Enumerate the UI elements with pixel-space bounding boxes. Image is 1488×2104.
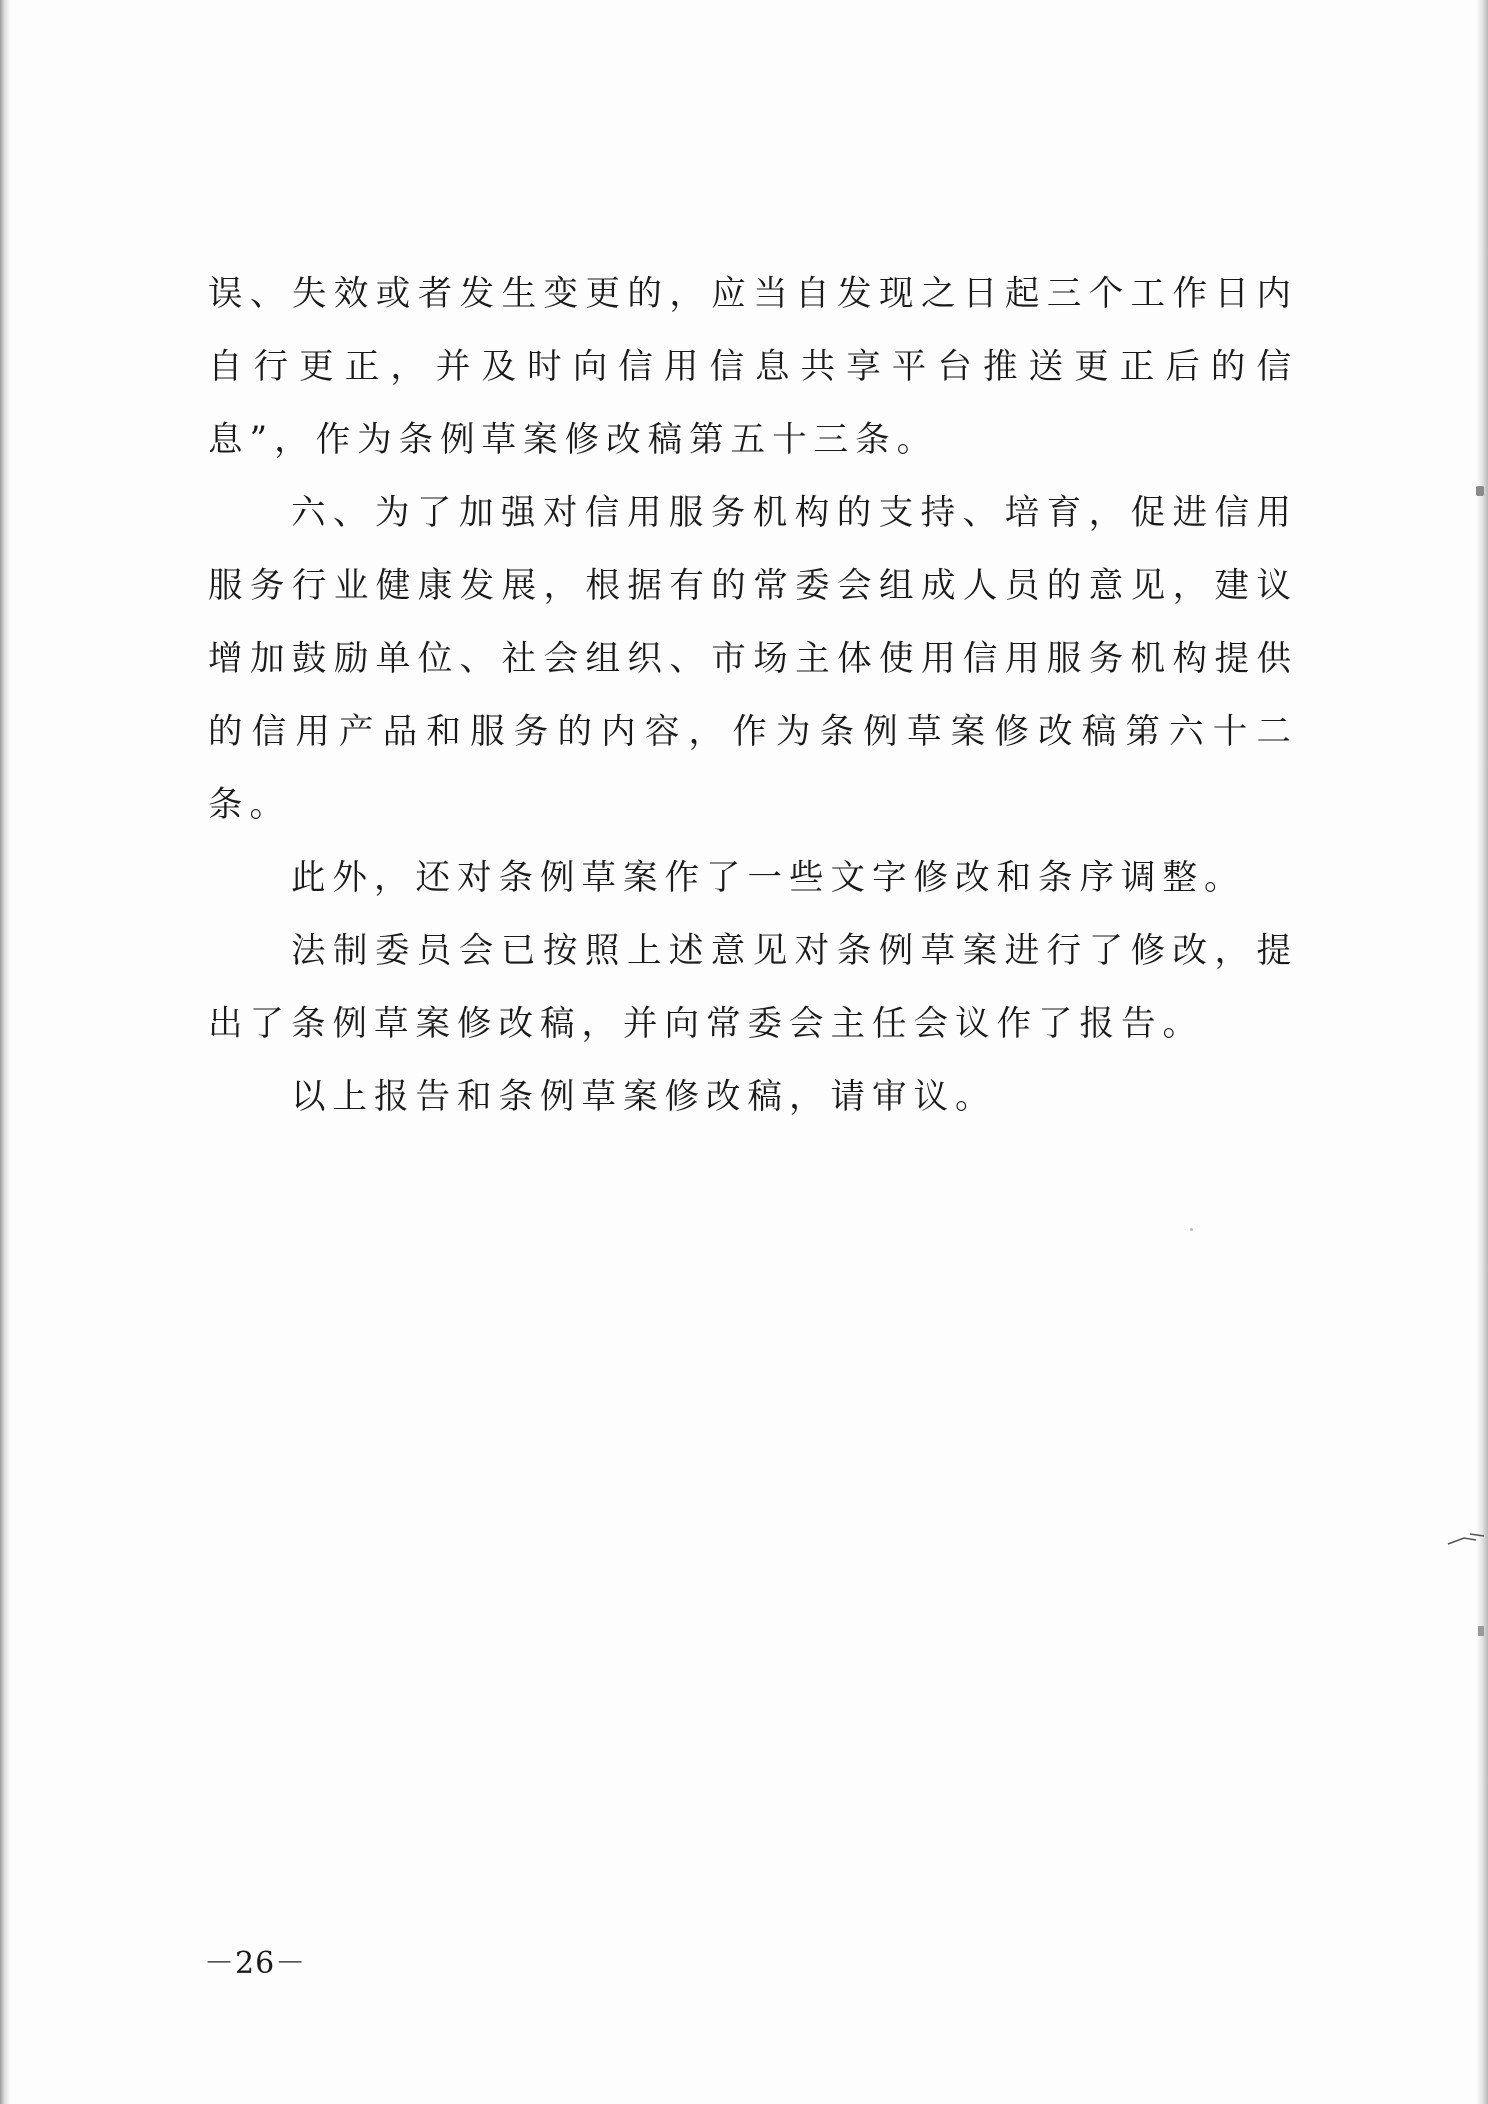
body-text [208,258,1298,1134]
scan-artifact [1476,486,1484,496]
scan-artifact [1190,1228,1193,1231]
paragraph: 法制委员会已按照上述意见对条例草案进行了修改，提出了条例草案修改稿，并向常委会主任会议作了报告。 [208,931,1298,1044]
scan-edge-right [1476,0,1488,2104]
scan-artifact [1478,1626,1484,1636]
scan-artifact [1446,1530,1486,1548]
paragraph: 此外，还对条例草案作了一些文字修改和条序调整。 [291,858,1246,898]
paragraph: 六、为了加强对信用服务机构的支持、培育，促进信用服务行业健康发展，根据有的常委会组成人员的意见，建议增加鼓励单位、社会组织、市场主体使用信用服务机构提供的信用产品和服务的内容，作为条例草案修改稿第六十二条。 [208,493,1298,825]
scan-edge-left [0,0,10,2104]
paragraph: 以上报告和条例草案修改稿，请审议。 [291,1077,997,1117]
page-number: －26－ [204,1946,307,1981]
paragraph: 误、失效或者发生变更的，应当自发现之日起三个工作日内自行更正，并及时向信用信息共享平台推送更正后的信息”，作为条例草案修改稿第五十三条。 [208,274,1298,460]
